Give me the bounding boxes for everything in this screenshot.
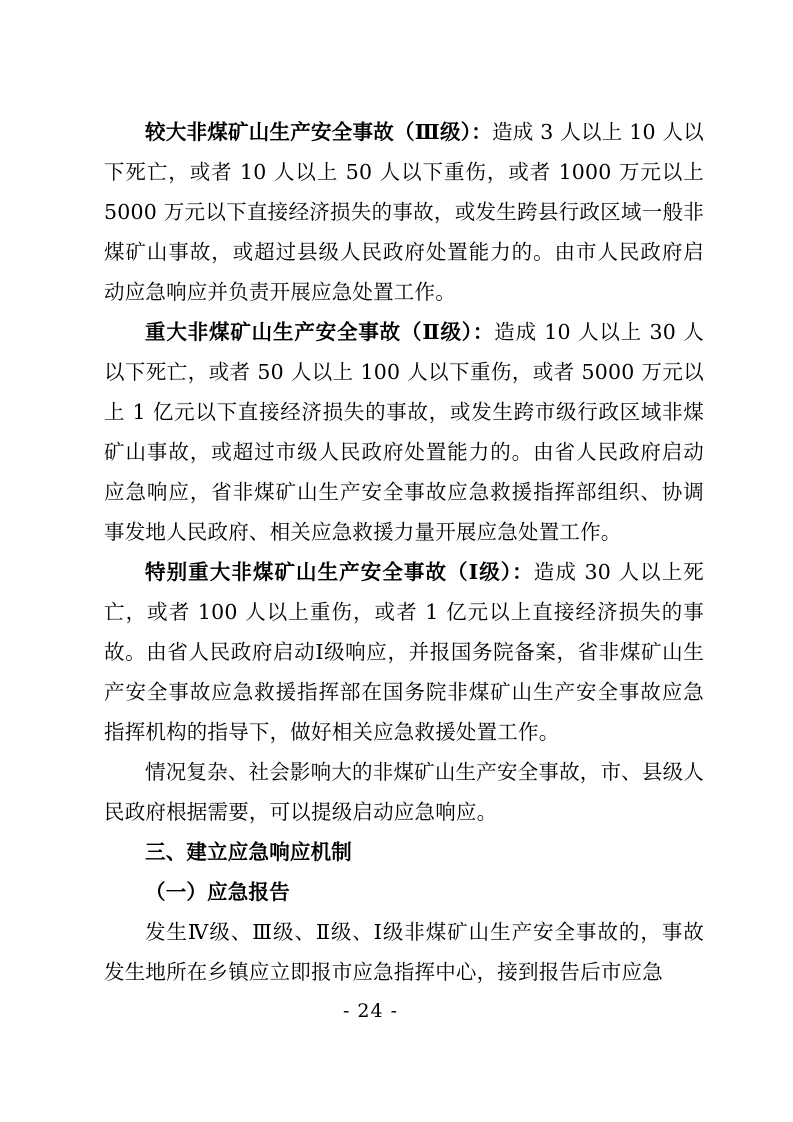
paragraph-reporting	[104, 912, 704, 992]
heading-subsection-one: （一）应急报告	[145, 880, 290, 904]
page-number	[0, 1000, 793, 1022]
page-number-label: - 24 -	[342, 1000, 399, 1022]
paragraph-level-2	[104, 312, 704, 552]
paragraph-level-2-lead: 重大非煤矿山生产安全事故（Ⅱ级）：	[145, 320, 495, 344]
paragraph-complex-case-body: 情况复杂、社会影响大的非煤矿山生产安全事故，市、县级人民政府根据需要，可以提级启动应急响应。	[104, 760, 704, 824]
paragraph-reporting-body: 发生Ⅳ级、Ⅲ级、Ⅱ级、Ⅰ级非煤矿山生产安全事故的，事故发生地所在乡镇应立即报市应急指挥中心，接到报告后市应急	[104, 920, 704, 984]
paragraph-level-2-body: 造成 10 人以上 30 人以下死亡，或者 50 人以上 100 人以下重伤，或者 5000 万元以上 1 亿元以下直接经济损失的事故，或发生跨市级行政区域非煤矿山事故，或超过市级人民政府处置能力的。由省人民政府启动应急响应，省非煤矿山生产安全事故应急救援指挥部组织、协调事发地人民政府、相关应急救援力量开展应急处置工作。	[104, 320, 704, 544]
paragraph-level-1-body: 造成 30 人以上死亡，或者 100 人以上重伤，或者 1 亿元以上直接经济损失的事故。由省人民政府启动Ⅰ级响应，并报国务院备案，省非煤矿山生产安全事故应急救援指挥部在国务院非煤矿山生产安全事故应急指挥机构的指导下，做好相关应急救援处置工作。	[104, 560, 705, 744]
paragraph-level-1-lead: 特别重大非煤矿山生产安全事故（Ⅰ级）：	[145, 560, 534, 584]
page-content	[104, 112, 704, 992]
paragraph-level-1	[104, 552, 704, 752]
paragraph-complex-case	[104, 752, 704, 832]
paragraph-level-3-lead: 较大非煤矿山生产安全事故（Ⅲ级）：	[145, 120, 492, 144]
heading-section-three: 三、建立应急响应机制	[145, 840, 352, 864]
paragraph-level-3-body: 造成 3 人以上 10 人以下死亡，或者 10 人以上 50 人以下重伤，或者 1000 万元以上 5000 万元以下直接经济损失的事故，或发生跨县行政区域一般非煤矿山事故，或超过县级人民政府处置能力的。由市人民政府启动应急响应并负责开展应急处置工作。	[104, 120, 704, 304]
paragraph-level-3	[104, 112, 704, 312]
